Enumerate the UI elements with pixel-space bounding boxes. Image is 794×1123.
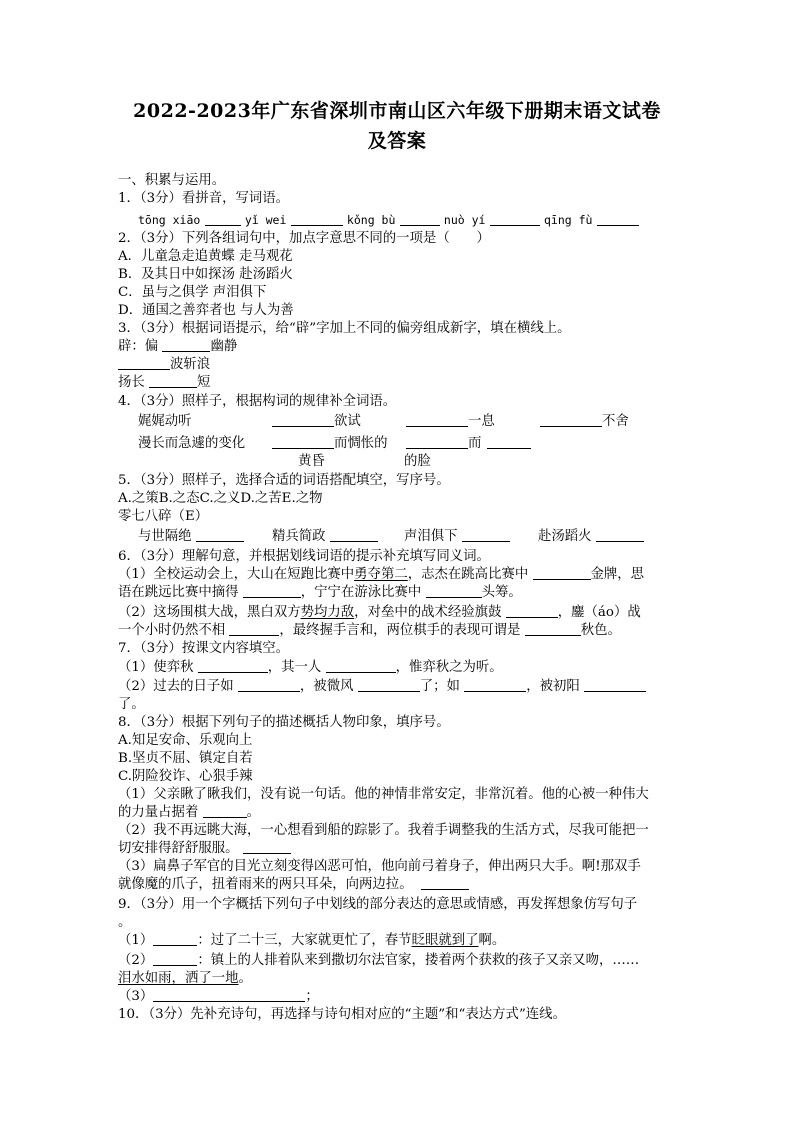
q8-sentence-3b	[118, 876, 678, 894]
q3-word: 短	[197, 375, 211, 390]
answer-blank[interactable]	[243, 584, 301, 598]
q6-text: ，宁宁在游泳比赛中	[300, 585, 422, 600]
answer-blank[interactable]	[291, 212, 343, 226]
q6-sentence-1a	[118, 566, 678, 584]
q6-text: 金牌，思	[590, 567, 645, 582]
q6-text: ，鏖（áo）战	[557, 605, 641, 620]
q6-stem: 6．（3分）理解句意，并根据划线词语的提示补充填写同义词。	[118, 549, 490, 564]
q5-word: 与世隔绝	[138, 529, 192, 544]
answer-blank[interactable]	[243, 840, 291, 854]
answer-blank[interactable]	[153, 952, 197, 966]
answer-blank[interactable]	[153, 988, 305, 1002]
q6-text: 头筹。	[481, 585, 522, 600]
q8-option-b: B.坚贞不屈、镇定自若	[118, 751, 253, 766]
answer-blank[interactable]	[584, 678, 646, 692]
answer-blank[interactable]	[149, 374, 197, 388]
q3-word: 幽静	[210, 339, 238, 354]
q3-label: 辟：偏	[118, 339, 159, 354]
q5-stem: 5．（3分）照样子，选择合适的词语搭配填空，写序号。	[118, 473, 450, 488]
q9-text: （3）	[118, 989, 154, 1004]
answer-blank[interactable]	[162, 338, 210, 352]
answer-blank[interactable]	[597, 212, 639, 226]
answer-blank[interactable]	[272, 435, 334, 449]
q9-text: ：过了二十三，大家就更忙了，春节	[197, 933, 412, 948]
q8-option-c: C.阴险狡诈、心狠手辣	[118, 769, 253, 784]
answer-blank[interactable]	[462, 528, 510, 542]
section-heading: 一、积累与运用。	[118, 173, 226, 188]
answer-blank[interactable]	[426, 584, 482, 598]
q4-item	[406, 435, 531, 453]
exam-title-line-1: 2022-2023年广东省深圳市南山区六年级下册期末语文试卷	[133, 100, 661, 122]
q1-stem: 1．（3分）看拼音，写词语。	[118, 191, 290, 206]
answer-blank[interactable]	[506, 604, 558, 618]
pinyin-1: tōng xiāo	[138, 213, 201, 227]
pinyin-5: qīng fù	[544, 213, 593, 227]
q7-text: （1）使弈秋	[118, 660, 194, 675]
q4-item	[272, 435, 388, 453]
answer-blank[interactable]	[525, 622, 581, 636]
answer-blank[interactable]	[238, 678, 300, 692]
q4-word: 而惆怅的	[334, 436, 388, 451]
answer-blank[interactable]	[358, 678, 420, 692]
answer-blank[interactable]	[326, 659, 396, 673]
q4-item	[406, 413, 495, 431]
q9-sentence-2	[118, 952, 678, 970]
pinyin-2: yǐ wei	[244, 213, 287, 227]
q9-text: （2）	[118, 953, 154, 968]
answer-blank[interactable]	[533, 566, 591, 580]
q6-sentence-2b	[118, 622, 678, 640]
q7-line-3: 了。	[118, 697, 145, 712]
q3-word: 扬长	[118, 375, 145, 390]
answer-blank[interactable]	[464, 678, 526, 692]
q5-item	[138, 528, 244, 546]
exam-title-line-2: 及答案	[367, 130, 427, 152]
q9-stem-cont: 。	[118, 915, 132, 930]
q9-text: 啊。	[478, 933, 506, 948]
q4-item	[272, 413, 361, 431]
q4-word: 的脸	[404, 454, 431, 469]
q5-item	[538, 528, 644, 546]
q4-word: 一息	[468, 414, 495, 429]
underlined-phrase: 眨眼就到了	[411, 933, 479, 948]
q5-example: 零七八碎（E）	[118, 509, 209, 524]
q4-word: 欲试	[334, 414, 361, 429]
q6-sentence-1b	[118, 584, 678, 602]
answer-blank[interactable]	[487, 435, 531, 449]
q6-text: ，志杰在跳高比赛中	[407, 567, 529, 582]
pinyin-3: kǒng bù	[346, 213, 396, 227]
q4-example-1: 娓娓动听	[138, 414, 192, 429]
q6-text: （1）全校运动会上，大山在短跑比赛中	[118, 567, 355, 582]
q5-item	[404, 528, 510, 546]
q8-sentence-1a: （1）父亲瞅了瞅我们，没有说一句话。他的神情非常安定，非常沉着。他的心被一种伟大	[118, 787, 649, 802]
underlined-word: 勇夺第二	[354, 567, 408, 582]
underlined-word: 势均力敌	[300, 605, 355, 620]
answer-blank[interactable]	[118, 356, 170, 370]
q4-word: 不舍	[602, 414, 629, 429]
q2-option-b: B．及其日中如探汤 赴汤蹈火	[118, 267, 293, 282]
q7-line-2	[118, 678, 678, 696]
answer-blank[interactable]	[153, 932, 197, 946]
answer-blank[interactable]	[596, 528, 644, 542]
q5-item	[272, 528, 378, 546]
q7-stem: 7．（3分）按课文内容填空。	[118, 641, 290, 656]
answer-blank[interactable]	[421, 876, 469, 890]
q3-stem: 3．（3分）根据词语提示，给“辟”字加上不同的偏旁组成新字，填在横线上。	[118, 321, 571, 336]
underlined-phrase: 泪水如雨，洒了一地	[118, 971, 239, 986]
q4-item	[540, 413, 629, 431]
q6-text: ，最终握手言和，两位棋手的表现可谓是	[279, 623, 521, 638]
q5-word: 赴汤蹈火	[538, 529, 592, 544]
q10-stem: 10．（3分）先补充诗句，再选择与诗句相对应的“主题”和“表达方式”连线。	[118, 1007, 566, 1022]
q9-sentence-1	[118, 932, 678, 950]
q4-stem: 4．（3分）照样子，根据构词的规律补全词语。	[118, 394, 397, 409]
q8-text: 的力量占据着	[118, 805, 199, 820]
q6-text: 秋色。	[580, 623, 621, 638]
q6-sentence-2a	[118, 604, 678, 622]
q7-text: ，被初阳	[526, 679, 580, 694]
q6-text: ，对垒中的战术经验旗鼓	[354, 605, 502, 620]
q9-stem: 9．（3分）用一个字概括下列句子中划线的部分表达的意思或情感，再发挥想象仿写句子	[118, 897, 638, 912]
answer-blank[interactable]	[330, 528, 378, 542]
q8-text: 就像魔的爪子，扭着雨来的两只耳朵，向两边拉。	[118, 877, 413, 892]
q7-line-1	[118, 659, 678, 677]
q3-line-1	[118, 338, 678, 356]
answer-blank[interactable]	[540, 413, 602, 427]
q7-text: 了；如	[419, 679, 460, 694]
q6-text: （2）这场围棋大战，黑白双方	[118, 605, 301, 620]
answer-blank[interactable]	[205, 212, 241, 226]
q8-option-a: A.知足安命、乐观向上	[118, 733, 253, 748]
q5-options: A.之策B.之态C.之义D.之苦E.之物	[118, 491, 323, 506]
q1-pinyin-row	[138, 211, 698, 230]
q9-sentence-3: （3） ；	[118, 989, 319, 1004]
q2-option-a: A．儿童急走追黄蝶 走马观花	[118, 249, 293, 264]
q3-line-3	[118, 374, 678, 392]
answer-blank[interactable]	[406, 413, 468, 427]
q8-sentence-2a: （2）我不再远眺大海，一心想看到船的踪影了。我着手调整我的生活方式，尽我可能把一	[118, 823, 649, 838]
q2-option-d: D．通国之善弈者也 与人为善	[118, 303, 294, 318]
q8-sentence-1b: 的力量占据着 。	[118, 805, 260, 820]
pinyin-4: nuò yí	[443, 213, 486, 227]
q7-text: （2）过去的日子如	[118, 679, 234, 694]
q5-word: 声泪俱下	[404, 529, 458, 544]
answer-blank[interactable]	[406, 435, 468, 449]
q2-option-c: C．虽与之俱学 声泪俱下	[118, 285, 267, 300]
q9-sentence-2b: 泪水如雨，洒了一地。	[118, 971, 252, 986]
q8-stem: 8．（3分）根据下列句子的描述概括人物印象，填序号。	[118, 715, 450, 730]
q3-word: 波斩浪	[170, 357, 211, 372]
q6-text: 语在跳远比赛中摘得	[118, 585, 239, 600]
answer-blank[interactable]	[229, 622, 279, 636]
q7-text: ，被微风	[299, 679, 354, 694]
answer-blank[interactable]	[198, 659, 268, 673]
q6-text: 一个小时仍然不相	[118, 623, 226, 638]
answer-blank[interactable]	[203, 804, 247, 818]
q5-word: 精兵简政	[272, 529, 326, 544]
q7-text: ，其一人	[267, 660, 322, 675]
q8-text: 切安排得舒舒服服。	[118, 841, 239, 856]
answer-blank[interactable]	[490, 212, 540, 226]
q4-example-2: 漫长而急遽的变化	[138, 436, 246, 451]
q8-sentence-2b	[118, 840, 678, 858]
q8-sentence-3a: （3）扁鼻子军官的目光立刻变得凶恶可怕，他向前弓着身子，伸出两只大手。啊!那双手	[118, 859, 641, 874]
q9-text: ：镇上的人排着队来到撒切尔法官家，搂着两个获救的孩子又亲又吻，……	[197, 953, 640, 968]
q4-word: 而	[468, 436, 482, 451]
answer-blank[interactable]	[400, 212, 440, 226]
q9-text: （1）	[118, 933, 154, 948]
q7-text: ，惟弈秋之为听。	[395, 660, 503, 675]
answer-blank[interactable]	[272, 413, 334, 427]
q2-stem: 2．（3分）下列各组词句中，加点字意思不同的一项是（ ）	[118, 231, 490, 246]
q3-line-2	[118, 356, 678, 374]
answer-blank[interactable]	[196, 528, 244, 542]
q4-word: 黄昏	[298, 454, 325, 469]
